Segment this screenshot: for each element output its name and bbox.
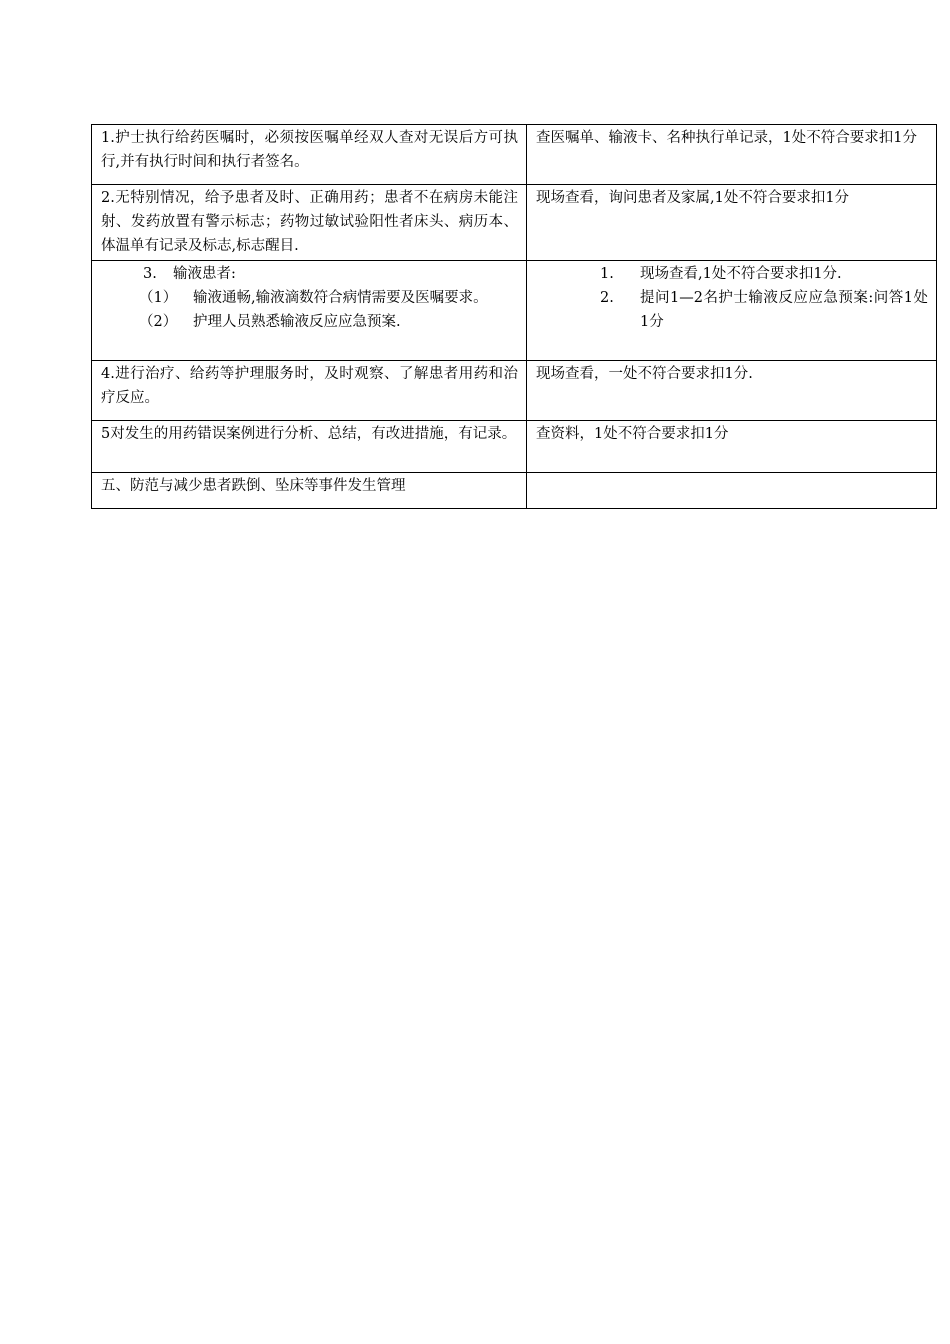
list-item-text: 输液通畅,输液滴数符合病情需要及医嘱要求。 — [193, 290, 488, 306]
table-row — [92, 261, 937, 361]
requirement-cell — [92, 261, 527, 361]
table-row — [92, 185, 937, 261]
requirement-cell: 1.护士执行给药医嘱时，必须按医嘱单经双人查对无误后方可执行,并有执行时间和执行者签名。 — [92, 125, 527, 185]
table-row — [92, 473, 937, 509]
inspection-cell: 现场查看，询问患者及家属,1处不符合要求扣1分 — [527, 185, 937, 261]
list-item-text: 护理人员熟悉输液反应应急预案. — [193, 314, 401, 330]
inspection-cell — [527, 261, 937, 361]
standards-table — [91, 124, 937, 509]
list-item — [536, 286, 928, 334]
inspection-cell: 查资料，1处不符合要求扣1分 — [527, 421, 937, 473]
requirement-cell: 4.进行治疗、给药等护理服务时，及时观察、了解患者用药和治疗反应。 — [92, 361, 527, 421]
list-item — [101, 286, 518, 310]
list-item — [536, 262, 928, 286]
requirement-cell: 2.无特别情况，给予患者及时、正确用药；患者不在病房未能注射、发药放置有警示标志；药物过敏试验阳性者床头、病历本、体温单有记录及标志,标志醒目. — [92, 185, 527, 261]
table-row — [92, 361, 937, 421]
table-row — [92, 421, 937, 473]
inspection-cell: 查医嘱单、输液卡、名种执行单记录，1处不符合要求扣1分 — [527, 125, 937, 185]
list-item — [101, 310, 518, 334]
list-item-text: 提问1—2名护士输液反应应急预案:问答1处1分 — [640, 290, 928, 330]
list-item-text: 现场查看,1处不符合要求扣1分. — [640, 266, 842, 282]
list-heading-text: 输液患者: — [173, 266, 236, 282]
list-number: （2） — [139, 314, 178, 330]
list-number: 1. — [600, 266, 614, 282]
list-heading — [101, 262, 518, 286]
section-heading-cell: 五、防范与减少患者跌倒、坠床等事件发生管理 — [92, 473, 527, 509]
inspection-cell: 现场查看，一处不符合要求扣1分. — [527, 361, 937, 421]
list-number: 3. — [143, 266, 157, 282]
inspection-cell — [527, 473, 937, 509]
requirement-cell: 5对发生的用药错误案例进行分析、总结，有改进措施，有记录。 — [92, 421, 527, 473]
list-number: 2. — [600, 290, 614, 306]
list-number: （1） — [139, 290, 178, 306]
table-row — [92, 125, 937, 185]
